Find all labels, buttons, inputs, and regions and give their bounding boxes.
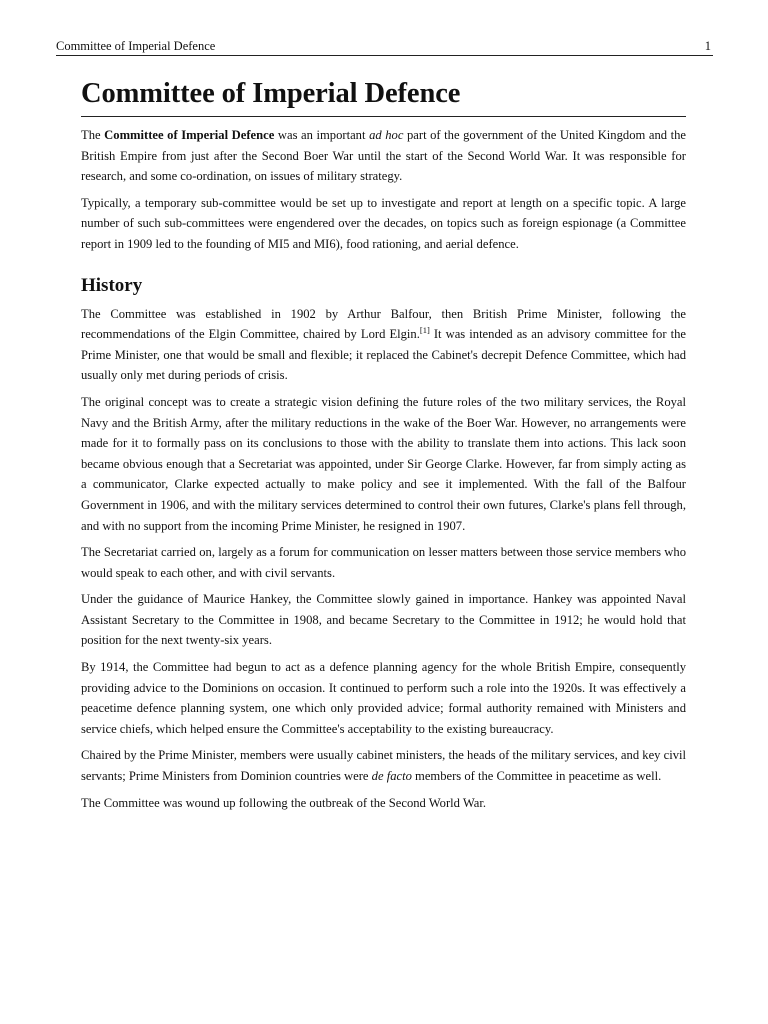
article-title: Committee of Imperial Defence bbox=[81, 76, 686, 117]
running-header-title: Committee of Imperial Defence bbox=[56, 39, 216, 53]
page-number: 1 bbox=[704, 39, 711, 53]
history-paragraph-5: By 1914, the Committee had begun to act as a defence planning agency for the whole British Empire, consequently providing advice to the Dominions on occasion. It continued to perform such a role into the 1920s. It was effectively a peacetime defence planning system, one which only provided advice; formal authority remained with Ministers and service chiefs, which helped ensure the Committee's acceptability to the existing bureaucracy. bbox=[81, 660, 686, 736]
history-p1-text-a: The Committee was established in 1902 by Arthur Balfour, then British Prime Minister, following the recommendations of the Elgin Committee, chaired by Lord Elgin. bbox=[81, 306, 686, 342]
intro-paragraph-1 bbox=[81, 125, 686, 187]
history-paragraph-4: Under the guidance of Maurice Hankey, the Committee slowly gained in importance. Hankey was appointed Naval Assistant Secretary to the Committee in 1908, and became Secretary to the Committee in 1912; he would hold that position for the next twenty-six years. bbox=[81, 592, 686, 648]
history-p6-text-a: Chaired by the Prime Minister, members were usually cabinet ministers, the heads of the military services, and key civil servants; Prime Ministers from Dominion countries were bbox=[81, 748, 686, 784]
history-paragraph-1 bbox=[81, 304, 686, 386]
intro-italic-term: ad hoc bbox=[369, 128, 404, 142]
running-header bbox=[56, 37, 713, 56]
history-paragraph-7: The Committee was wound up following the outbreak of the Second World War. bbox=[81, 795, 486, 810]
intro-text-a: was an important bbox=[277, 128, 366, 142]
history-paragraph-3: The Secretariat carried on, largely as a forum for communication on lesser matters between those service members who would speak to each other, and with civil servants. bbox=[81, 545, 686, 580]
history-paragraph-6 bbox=[81, 745, 686, 786]
history-p6-text-b: members of the Committee in peacetime as well. bbox=[415, 769, 662, 784]
article-body bbox=[81, 76, 686, 813]
history-p6-italic: de facto bbox=[371, 769, 412, 784]
history-paragraph-2: The original concept was to create a strategic vision defining the future roles of the two military services, the Royal Navy and the British Army, after the military reductions in the wake of the Boer War. However, no arrangements were made for it to formally pass on its conclusions to those with the ability to translate them into actions. This lack soon became obvious enough that a Secretariat was appointed, under Sir George Clarke. However, far from simply acting as a communicator, Clarke expected actually to make policy and see it implemented. With the fall of the Balfour Government in 1906, and with the military services determined to control their own futures, Clarke's plans fell through, and with no support from the incoming Prime Minister, he resigned in 1907. bbox=[81, 394, 686, 533]
history-p1-text-b: It was intended as an advisory committee for the Prime Minister, one that would be small and flexible; it replaced the Cabinet's decrepit Defence Committee, which had usually only met during periods of crisis. bbox=[81, 327, 686, 383]
intro-paragraph-2: Typically, a temporary sub-committee would be set up to investigate and report at length on a specific topic. A large number of such sub-committees were engendered over the decades, on topics such as foreign espionage (a Committee report in 1909 led to the founding of MI5 and MI6), food rationing, and aerial defence. bbox=[81, 195, 686, 251]
intro-bold-term: Committee of Imperial Defence bbox=[104, 128, 275, 142]
section-heading-history: History bbox=[81, 274, 143, 296]
intro-text-b: part of the government of the United Kingdom and the British Empire from just after the Second Boer War until the start of the Second World War. It was responsible for research, and some co-ordination, on issues of military strategy. bbox=[81, 128, 686, 184]
citation-link-1[interactable]: [1] bbox=[419, 324, 430, 335]
intro-the: The bbox=[81, 128, 101, 142]
